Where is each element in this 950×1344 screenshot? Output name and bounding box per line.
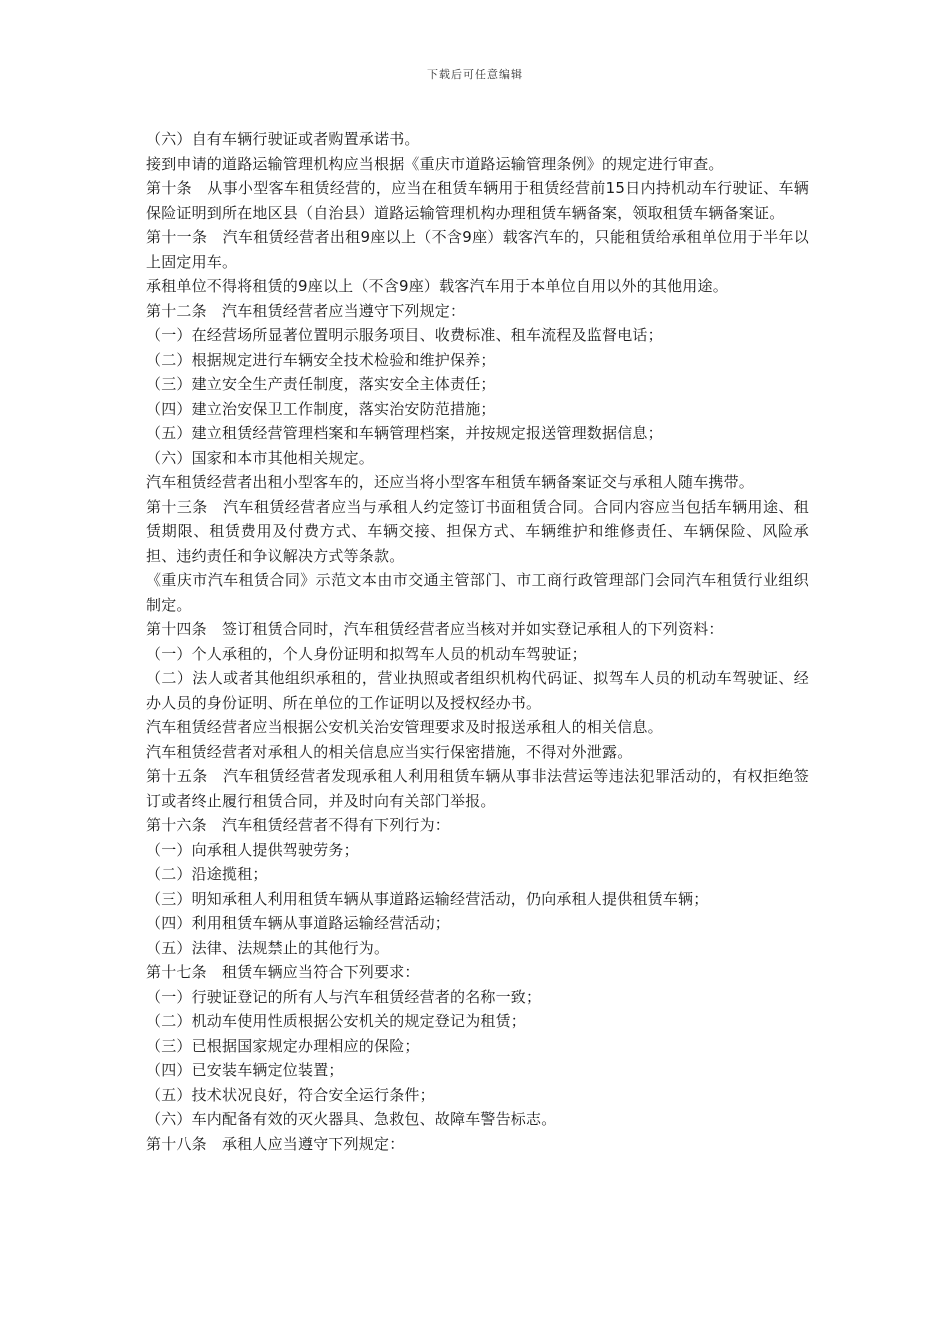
paragraph: （一）行驶证登记的所有人与汽车租赁经营者的名称一致； [146,987,542,1006]
paragraph: （四）已安装车辆定位装置； [146,1061,344,1079]
paragraph: 第十条 从事小型客车租赁经营的，应当在租赁车辆用于租赁经营前15日内持机动车行驶证、车辆保险证明到所在地区县（自治县）道路运输管理机构办理租赁车辆备案，领取租赁车辆备案证。 [146,179,809,222]
paragraph: （二）法人或者其他组织承租的，营业执照或者组织机构代码证、拟驾车人员的机动车驾驶证、经办人员的身份证明、所在单位的工作证明以及授权经办书。 [146,669,809,712]
paragraph: 第十二条 汽车租赁经营者应当遵守下列规定： [146,301,466,320]
page-header: 下载后可任意编辑 [427,68,523,81]
paragraph: （五）法律、法规禁止的其他行为。 [146,938,390,957]
paragraph: 第十三条 汽车租赁经营者应当与承租人约定签订书面租赁合同。合同内容应当包括车辆用途、租赁期限、租赁费用及付费方式、车辆交接、担保方式、车辆维护和维修责任、车辆保险、风险承担、违约责任和争议解决方式等条款。 [146,497,809,565]
paragraph: （三）建立安全生产责任制度，落实安全主体责任； [146,375,496,393]
document-body [146,127,809,1156]
paragraph: （二）沿途揽租； [146,865,268,883]
paragraph: （一）向承租人提供驾驶劳务； [146,840,359,859]
paragraph: 汽车租赁经营者应当根据公安机关治安管理要求及时报送承租人的相关信息。 [146,718,663,736]
paragraph: （三）已根据国家规定办理相应的保险； [146,1036,420,1055]
paragraph: 第十七条 租赁车辆应当符合下列要求： [146,963,420,981]
paragraph: （五）建立租赁经营管理档案和车辆管理档案，并按规定报送管理数据信息； [146,424,663,442]
paragraph: （五）技术状况良好，符合安全运行条件； [146,1085,435,1104]
paragraph: （一）个人承租的，个人身份证明和拟驾车人员的机动车驾驶证； [146,644,587,663]
paragraph: （二）机动车使用性质根据公安机关的规定登记为租赁； [146,1012,527,1030]
paragraph: （六）车内配备有效的灭火器具、急救包、故障车警告标志。 [146,1110,557,1128]
paragraph: （四）建立治安保卫工作制度，落实治安防范措施； [146,399,496,418]
paragraph: 第十一条 汽车租赁经营者出租9座以上（不含9座）载客汽车的，只能租赁给承租单位用于半年以上固定用车。 [146,228,809,271]
paragraph: （三）明知承租人利用租赁车辆从事道路运输经营活动，仍向承租人提供租赁车辆； [146,889,709,908]
paragraph: 汽车租赁经营者出租小型客车的，还应当将小型客车租赁车辆备案证交与承租人随车携带。 [146,473,755,491]
paragraph: （一）在经营场所显著位置明示服务项目、收费标准、租车流程及监督电话； [146,326,663,344]
paragraph: （六）自有车辆行驶证或者购置承诺书。 [146,130,420,148]
paragraph: 汽车租赁经营者对承租人的相关信息应当实行保密措施，不得对外泄露。 [146,742,633,761]
paragraph: （六）国家和本市其他相关规定。 [146,448,375,467]
paragraph: （二）根据规定进行车辆安全技术检验和维护保养； [146,350,496,369]
paragraph: 第十五条 汽车租赁经营者发现承租人利用租赁车辆从事非法营运等违法犯罪活动的，有权拒绝签订或者终止履行租赁合同，并及时向有关部门举报。 [146,767,809,810]
paragraph: 承租单位不得将租赁的9座以上（不含9座）载客汽车用于本单位自用以外的其他用途。 [146,277,728,295]
paragraph: 第十四条 签订租赁合同时，汽车租赁经营者应当核对并如实登记承租人的下列资料： [146,620,724,638]
paragraph: 第十八条 承租人应当遵守下列规定： [146,1134,405,1153]
paragraph: 《重庆市汽车租赁合同》示范文本由市交通主管部门、市工商行政管理部门会同汽车租赁行业组织制定。 [146,571,809,614]
paragraph: 接到申请的道路运输管理机构应当根据《重庆市道路运输管理条例》的规定进行审查。 [146,154,724,173]
paragraph: （四）利用租赁车辆从事道路运输经营活动； [146,914,451,932]
paragraph: 第十六条 汽车租赁经营者不得有下列行为： [146,816,451,834]
